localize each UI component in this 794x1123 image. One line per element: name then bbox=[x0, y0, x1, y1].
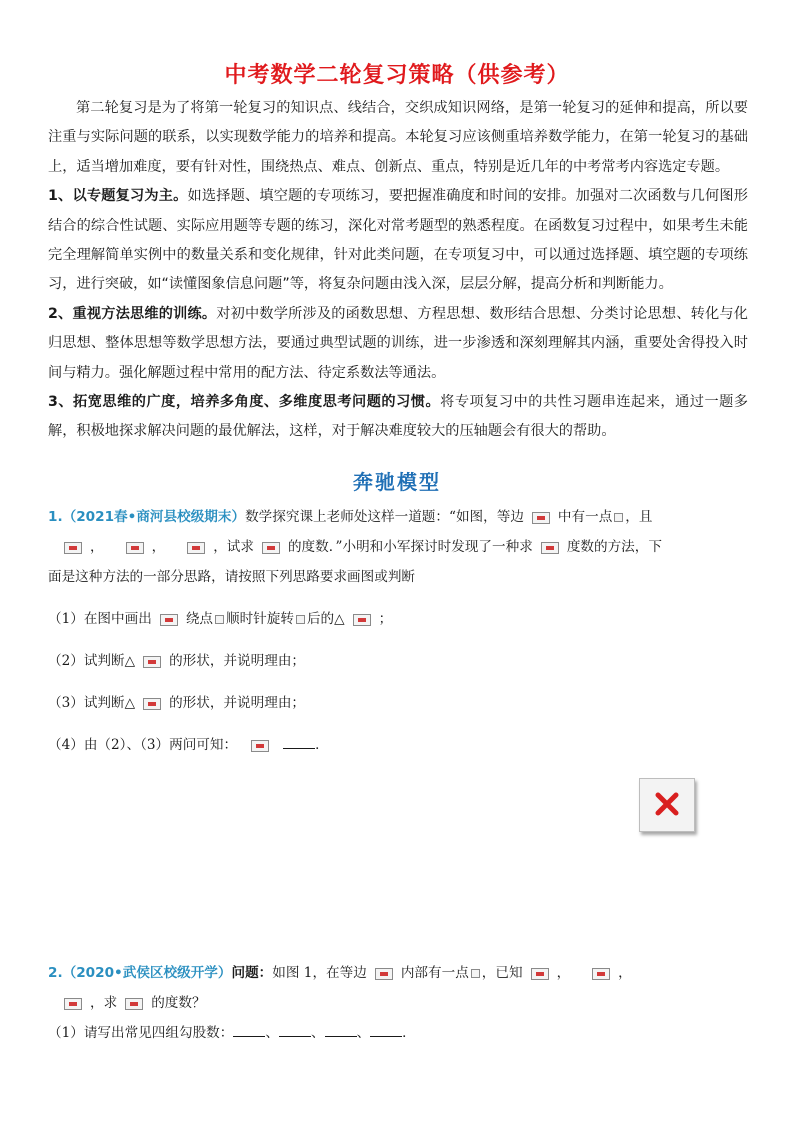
separator: 、 bbox=[310, 1025, 325, 1041]
question-text: 顺时针旋转 bbox=[226, 611, 294, 627]
strategy-item-2-body: 对初中数学所涉及的函数思想、方程思想、数形结合思想、分类讨论思想、转化与化归思想、整体思想等数学思想方法，要通过典型试题的训练，进一步渗透和深刻理解其内涵，重要处舍得投入时间与精力。强化解题过程中常用的配方法、待定系数法等通法。 bbox=[48, 305, 748, 381]
formula-image-icon bbox=[160, 614, 178, 626]
answer-blank[interactable] bbox=[283, 736, 315, 749]
question-text: （4）由（2）、（3）两问可知： bbox=[48, 737, 238, 753]
formula-image-icon bbox=[531, 968, 549, 980]
strategy-item-1-body: 如选择题、填空题的专项练习，要把握准确度和时间的安排。加强对二次函数与几何图形结合的综合性试题、实际应用题等专题的练习，深化对常考题型的熟悉程度。在函数复习过程中，如果考生未能完全理解简单实例中的数量关系和变化规律，针对此类问题，在专项复习中，可以通过选择题、填空题的专项练习，进行突破，如“读懂图象信息问题”等，将复杂问题由浅入深，层层分解，提高分析和判断能力。 bbox=[48, 188, 748, 293]
missing-figure-image bbox=[639, 778, 695, 832]
answer-blank[interactable] bbox=[233, 1024, 265, 1037]
formula-image-icon bbox=[64, 998, 82, 1010]
problem-1-text: ， bbox=[151, 539, 166, 555]
section-title: 奔驰模型 bbox=[353, 470, 441, 494]
question-text: 后的△ bbox=[306, 611, 345, 627]
problem-2-line-2 bbox=[48, 988, 748, 1018]
problem-1-line-3: 面是这种方法的一部分思路，请按照下列思路要求画图或判断 bbox=[48, 569, 416, 585]
intro-section bbox=[48, 94, 748, 447]
strategy-item-3-body: 将专项复习中的共性习题串连起来，通过一题多解，积极地探求解决问题的最优解法，这样，对于解决难度较大的压轴题会有很大的帮助。 bbox=[48, 394, 748, 440]
problem-1-question-4 bbox=[48, 730, 748, 760]
formula-image-icon bbox=[541, 542, 559, 554]
formula-image-icon bbox=[143, 656, 161, 668]
strategy-item-3-head: 3、拓宽思维的广度，培养多角度、多维度思考问题的习惯。 bbox=[48, 394, 441, 411]
question-text: （1）请写出常见四组勾股数： bbox=[48, 1025, 234, 1041]
problem-2-text: 内部有一点 bbox=[400, 965, 469, 981]
separator: 、 bbox=[356, 1025, 371, 1041]
problem-1-question-2 bbox=[48, 646, 748, 676]
formula-image-icon bbox=[614, 513, 623, 522]
formula-image-icon bbox=[592, 968, 610, 980]
formula-image-icon bbox=[187, 542, 205, 554]
formula-image-icon bbox=[125, 998, 143, 1010]
formula-image-icon bbox=[471, 969, 480, 978]
problem-2-text: 如图 1，在等边 bbox=[272, 965, 367, 981]
problem-1-text: 度数的方法，下 bbox=[566, 539, 662, 555]
problem-1-source: 1.（2021春•商河县校级期末） bbox=[48, 509, 246, 525]
question-text: （3）试判断△ bbox=[48, 695, 136, 711]
question-text: （1）在图中画出 bbox=[48, 611, 152, 627]
problem-2-label: 问题： bbox=[231, 965, 273, 981]
strategy-item-1 bbox=[48, 182, 748, 300]
problem-1-question-1 bbox=[48, 604, 748, 634]
formula-image-icon bbox=[251, 740, 269, 752]
strategy-item-1-head: 1、以专题复习为主。 bbox=[48, 188, 188, 205]
answer-blank[interactable] bbox=[325, 1024, 357, 1037]
formula-image-icon bbox=[532, 512, 550, 524]
problem-2-text: 的度数？ bbox=[151, 995, 206, 1011]
problem-1-text: ，试求 bbox=[213, 539, 254, 555]
problem-2-question-1 bbox=[48, 1018, 748, 1048]
formula-image-icon bbox=[353, 614, 371, 626]
question-text: ． bbox=[402, 1025, 416, 1041]
question-text: ； bbox=[378, 611, 393, 627]
problem-1-text: ， bbox=[90, 539, 104, 555]
question-text: 绕点 bbox=[185, 611, 213, 627]
problem-1-text: 数学探究课上老师处这样一道题：“如图，等边 bbox=[245, 509, 524, 525]
page-title: 中考数学二轮复习策略（供参考） bbox=[224, 63, 570, 88]
problem-2 bbox=[48, 958, 748, 1048]
formula-image-icon bbox=[296, 615, 305, 624]
problem-2-text: ， bbox=[556, 965, 571, 981]
intro-paragraph: 第二轮复习是为了将第一轮复习的知识点、线结合，交织成知识网络，是第一轮复习的延伸和提高，所以要注重与实际问题的联系，以实现数学能力的培养和提高。本轮复习应该侧重培养数学能力，在第一轮复习的基础上，适当增加难度，要有针对性，围绕热点、难点、创新点、重点，特别是近几年的中考常考内容选定专题。 bbox=[48, 100, 748, 175]
formula-image-icon bbox=[126, 542, 144, 554]
question-text: ． bbox=[315, 737, 329, 753]
strategy-item-3 bbox=[48, 388, 748, 447]
problem-1-line-1 bbox=[48, 502, 748, 532]
broken-image-icon bbox=[640, 779, 694, 831]
problem-1-text: 的度数．”小明和小军探讨时发现了一种求 bbox=[287, 539, 533, 555]
problem-1 bbox=[48, 502, 748, 760]
formula-image-icon bbox=[143, 698, 161, 710]
problem-1-text: 中有一点 bbox=[557, 509, 613, 525]
problem-1-text: ，且 bbox=[625, 509, 653, 525]
question-text: （2）试判断△ bbox=[48, 653, 136, 669]
problem-2-source: 2.（2020•武侯区校级开学） bbox=[48, 965, 232, 981]
answer-blank[interactable] bbox=[370, 1024, 402, 1037]
formula-image-icon bbox=[375, 968, 393, 980]
problem-2-text: ，求 bbox=[90, 995, 118, 1011]
strategy-item-2 bbox=[48, 300, 748, 388]
problem-2-text: ， bbox=[618, 965, 632, 981]
answer-blank[interactable] bbox=[279, 1024, 311, 1037]
strategy-item-2-head: 2、重视方法思维的训练。 bbox=[48, 305, 217, 322]
formula-image-icon bbox=[262, 542, 280, 554]
problem-1-question-3 bbox=[48, 688, 748, 718]
formula-image-icon bbox=[215, 615, 224, 624]
problem-2-text: ，已知 bbox=[481, 965, 523, 981]
question-text: 的形状，并说明理由； bbox=[169, 653, 306, 669]
formula-image-icon bbox=[64, 542, 82, 554]
problem-1-line-2 bbox=[48, 532, 748, 562]
question-text: 的形状，并说明理由； bbox=[169, 695, 306, 711]
separator: 、 bbox=[265, 1025, 279, 1041]
problem-2-line-1 bbox=[48, 958, 748, 988]
